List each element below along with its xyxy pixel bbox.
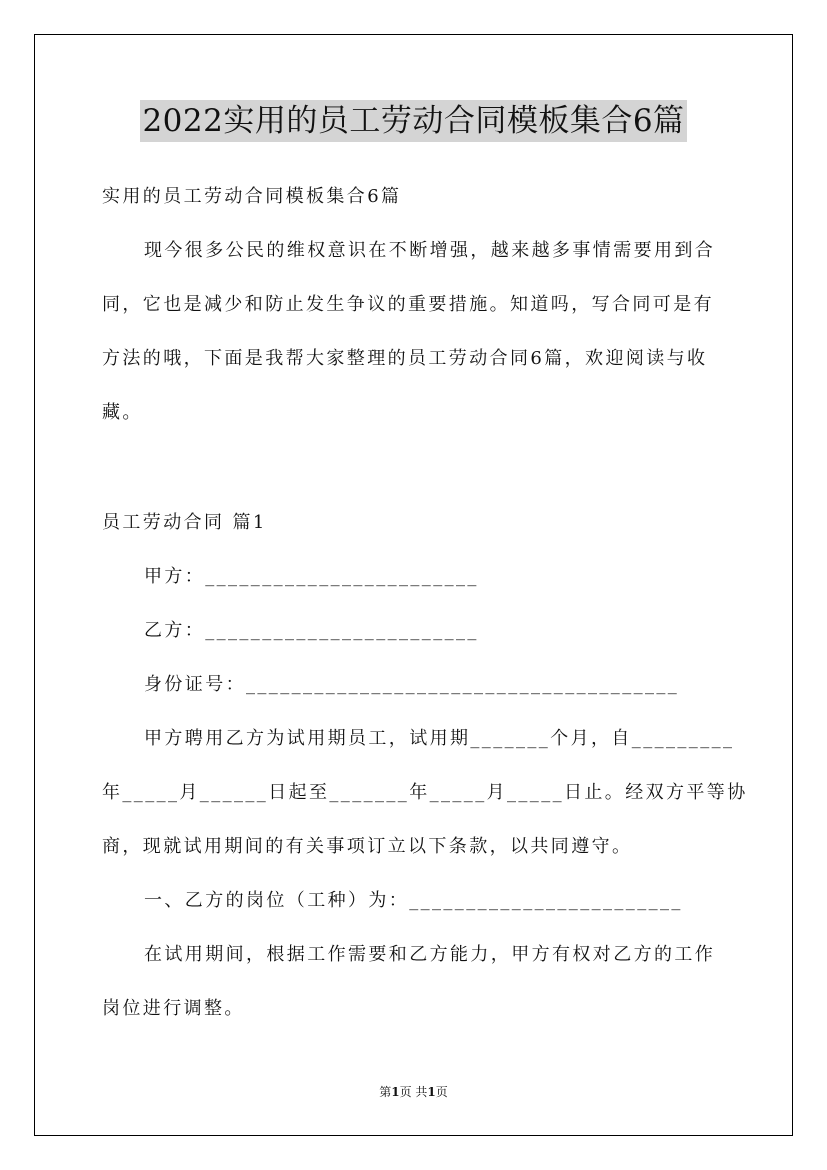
document-subtitle: 实用的员工劳动合同模板集合6篇 [102,186,402,207]
footer-total-suffix: 页 [435,1085,448,1099]
footer-page-number: 1 [391,1085,400,1099]
section-heading: 员工劳动合同 篇1 [102,512,267,533]
probation-line-1: 甲方聘用乙方为试用期员工，试用期_______个月，自_________ [144,728,735,749]
footer-page-prefix: 第 [379,1085,392,1099]
probation-line-2: 年_____月______日起至_______年_____月_____日止。经双方平等协 [102,782,748,803]
title-block [0,100,827,142]
id-number-field: 身份证号：______________________________________ [144,674,680,695]
document-title: 2022实用的员工劳动合同模板集合6篇 [140,100,686,142]
clause-1-line-2: 岗位进行调整。 [102,998,245,1019]
clause-1-line-1: 在试用期间，根据工作需要和乙方能力，甲方有权对乙方的工作 [144,944,716,965]
footer-total-pages: 1 [427,1085,436,1099]
intro-line-2: 同，它也是减少和防止发生争议的重要措施。知道吗，写合同可是有 [102,294,714,315]
party-b-field: 乙方：________________________ [144,620,479,641]
intro-line-1: 现今很多公民的维权意识在不断增强，越来越多事情需要用到合 [144,240,716,261]
intro-line-3: 方法的哦，下面是我帮大家整理的员工劳动合同6篇，欢迎阅读与收 [102,348,708,369]
probation-line-3: 商，现就试用期间的有关事项订立以下条款，以共同遵守。 [102,836,633,857]
page-footer [0,1083,827,1100]
intro-line-4: 藏。 [102,402,143,423]
party-a-field: 甲方：________________________ [144,566,479,587]
footer-page-suffix: 页 共 [399,1085,428,1099]
clause-1-heading: 一、乙方的岗位（工种）为：________________________ [144,890,683,911]
